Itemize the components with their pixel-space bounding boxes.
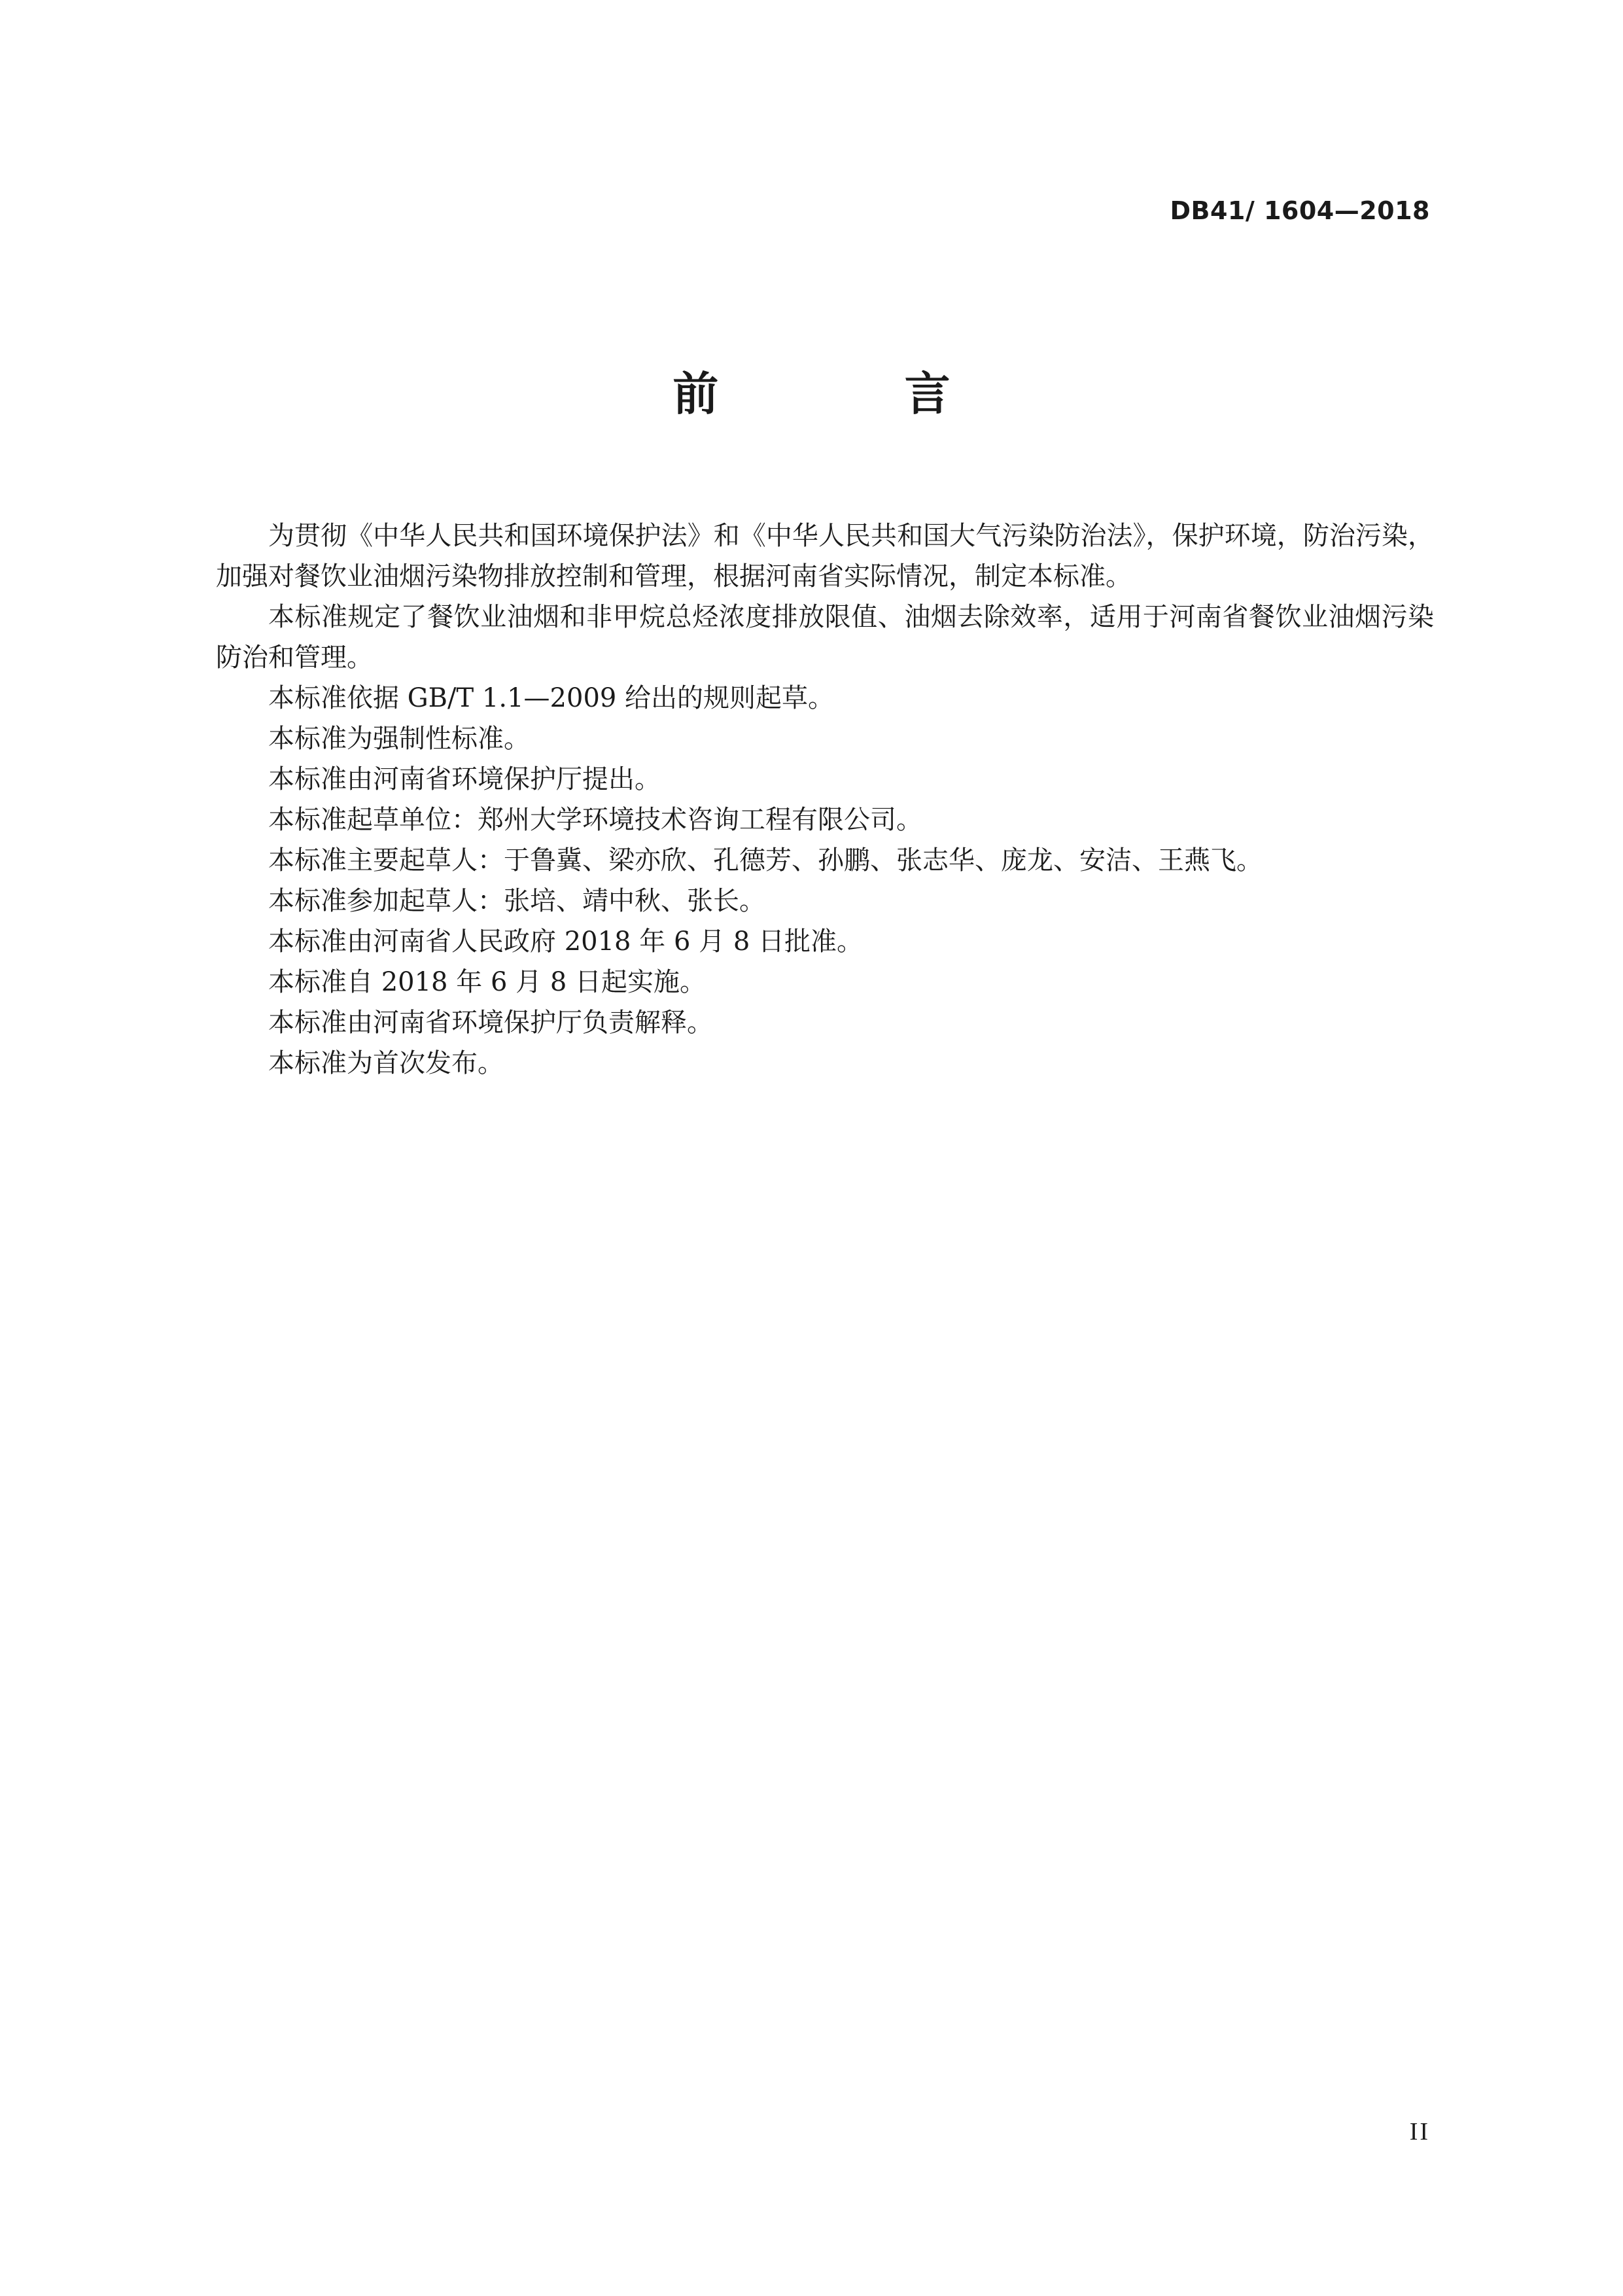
paragraph-interpretation: 本标准由河南省环境保护厅负责解释。 xyxy=(268,1008,713,1038)
paragraph-drafting-unit: 本标准起草单位：郑州大学环境技术咨询工程有限公司。 xyxy=(268,805,922,835)
page-title: 前 言 xyxy=(672,367,1036,421)
paragraph-main-drafters: 本标准主要起草人：于鲁冀、梁亦欣、孔德芳、孙鹏、张志华、庞龙、安洁、王燕飞。 xyxy=(268,845,1263,875)
paragraph-implementation: 本标准自 2018 年 6 月 8 日起实施。 xyxy=(268,967,706,997)
page-number: II xyxy=(1409,2118,1430,2146)
paragraph-proposer: 本标准由河南省环境保护厅提出。 xyxy=(268,764,661,794)
standard-code: DB41/ 1604—2018 xyxy=(1170,196,1430,225)
paragraph-drafting-rules: 本标准依据 GB/T 1.1—2009 给出的规则起草。 xyxy=(268,683,835,713)
paragraph-mandatory: 本标准为强制性标准。 xyxy=(268,724,530,754)
paragraph-scope: 本标准规定了餐饮业油烟和非甲烷总烃浓度排放限值、油烟去除效率，适用于河南省餐饮业油烟污染防治和管理。 xyxy=(216,602,1434,673)
paragraph-approval: 本标准由河南省人民政府 2018 年 6 月 8 日批准。 xyxy=(268,927,863,957)
paragraph-participating-drafters: 本标准参加起草人：张培、靖中秋、张长。 xyxy=(268,886,765,916)
foreword-body xyxy=(216,516,1434,1084)
paragraph-first-release: 本标准为首次发布。 xyxy=(268,1048,504,1078)
paragraph-purpose: 为贯彻《中华人民共和国环境保护法》和《中华人民共和国大气污染防治法》，保护环境，防治污染，加强对餐饮业油烟污染物排放控制和管理，根据河南省实际情况，制定本标准。 xyxy=(216,521,1434,592)
